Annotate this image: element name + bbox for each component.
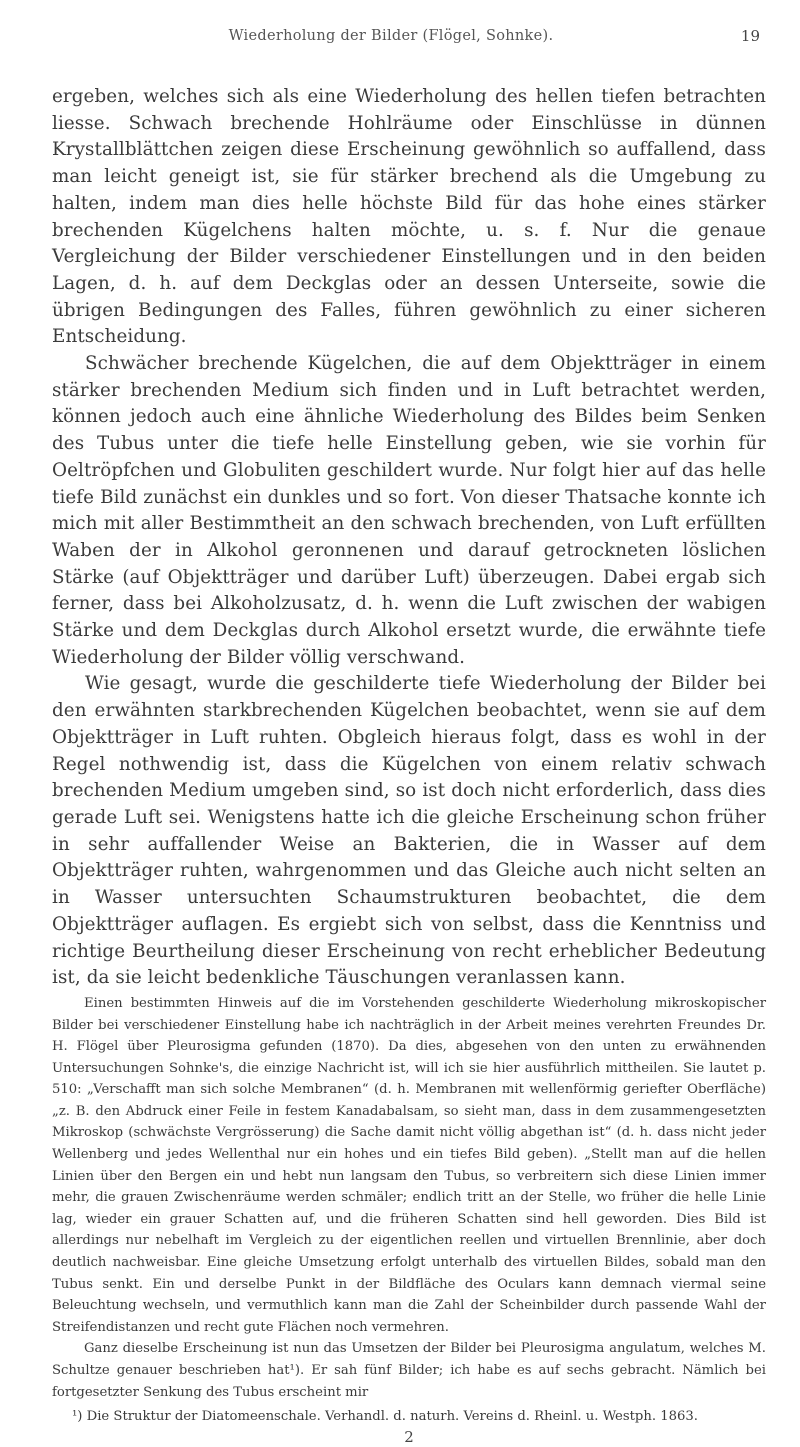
- running-head: Wiederholung der Bilder (Flögel, Sohnke).: [228, 28, 554, 44]
- page-header: [52, 0, 766, 58]
- small-paragraph: Ganz dieselbe Erscheinung ist nun das Umsetzen der Bilder bei Pleurosigma angulatum, welches M. Schultze genauer beschrieben hat¹). Er sah fünf Bilder; ich habe es auf sechs gebracht. Nämlich bei fortgesetzter Senkung des Tubus erscheint mir: [52, 1341, 766, 1400]
- small-paragraph: Einen bestimmten Hinweis auf die im Vorstehenden geschilderte Wiederholung mikroskopischer Bilder bei verschiedener Einstellung habe ich nachträglich in der Arbeit meines verehrten Freundes Dr. H. Flögel über Pleurosigma gefunden (1870). Da dies, abgesehen von den unten zu erwähnenden Untersuchungen Sohnke's, die einzige Nachricht ist, will ich sie hier ausführlich mittheilen. Sie lautet p. 510: „Verschafft man sich solche Membranen“ (d. h. Membranen mit wellenförmig geriefter Oberfläche) „z. B. den Abdruck einer Feile in festem Kanadabalsam, so sieht man, dass in dem zusammengesetzten Mikroskop (schwächste Vergrösserung) die Sache damit nicht völlig abgethan ist“ (d. h. dass nicht jeder Wellenberg und jedes Wellenthal nur ein hohes und ein tiefes Bild geben). „Stellt man auf die hellen Linien über den Bergen ein und hebt nun langsam den Tubus, so verbreitern sich diese Linien immer mehr, die grauen Zwischenräume werden schmäler; endlich tritt an der Stelle, wo früher die helle Linie lag, wieder ein grauer Schatten auf, und die früheren Schatten sind hell geworden. Dies Bild ist allerdings nur nebelhaft im Vergleich zu der eigentlichen reellen und virtuellen Brennlinie, aber doch deutlich nachweisbar. Eine gleiche Umsetzung erfolgt unterhalb des virtuellen Bildes, sobald man den Tubus senkt. Ein und derselbe Punkt in der Bildfläche des Oculars kann demnach viermal seine Beleuchtung wechseln, und vermuthlich kann man die Zahl der Scheinbilder durch passende Wahl der Streifendistanzen und recht gute Flächen noch vermehren.: [52, 995, 766, 1335]
- page-number: 19: [740, 27, 760, 45]
- signature-mark: 2: [404, 1428, 414, 1447]
- book-page: [52, 0, 766, 1447]
- paragraph: Schwächer brechende Kügelchen, die auf dem Objektträger in einem stärker brechenden Medium sich finden und in Luft betrachtet werden, können jedoch auch eine ähnliche Wiederholung des Bildes beim Senken des Tubus unter die tiefe helle Einstellung geben, wie sie vorhin für Oeltröpfchen und Globuliten geschildert wurde. Nur folgt hier auf das helle tiefe Bild zunächst ein dunkles und so fort. Von dieser Thatsache konnte ich mich mit aller Bestimmtheit an den schwach brechenden, von Luft erfüllten Waben der in Alkohol geronnenen und darauf getrockneten löslichen Stärke (auf Objektträger und darüber Luft) überzeugen. Dabei ergab sich ferner, dass bei Alkoholzusatz, d. h. wenn die Luft zwischen der wabigen Stärke und dem Deckglas durch Alkohol ersetzt wurde, die erwähnte tiefe Wiederholung der Bilder völlig verschwand.: [52, 353, 766, 668]
- small-print-section: [52, 993, 766, 1403]
- main-text: [52, 84, 766, 992]
- footnote: ¹) Die Struktur der Diatomeenschale. Verhandl. d. naturh. Vereins d. Rheinl. u. Westph. 1863.: [72, 1409, 699, 1425]
- paragraph: Wie gesagt, wurde die geschilderte tiefe Wiederholung der Bilder bei den erwähnten starkbrechenden Kügelchen beobachtet, wenn sie auf dem Objektträger in Luft ruhten. Obgleich hieraus folgt, dass es wohl in der Regel nothwendig ist, dass die Kügelchen von einem relativ schwach brechenden Medium umgeben sind, so ist doch nicht erforderlich, dass dies gerade Luft sei. Wenigstens hatte ich die gleiche Erscheinung schon früher in sehr auffallender Weise an Bakterien, die in Wasser auf dem Objektträger ruhten, wahrgenommen und das Gleiche auch nicht selten an in Wasser untersuchten Schaumstrukturen beobachtet, die dem Objektträger auflagen. Es ergiebt sich von selbst, dass die Kenntniss und richtige Beurtheilung dieser Erscheinung von recht erheblicher Bedeutung ist, da sie leicht bedenkliche Täuschungen veranlassen kann.: [52, 673, 766, 989]
- paragraph: ergeben, welches sich als eine Wiederholung des hellen tiefen betrachten liesse. Schwach brechende Hohlräume oder Einschlüsse in dünnen Krystallblättchen zeigen diese Erscheinung gewöhnlich so auffallend, dass man leicht geneigt ist, sie für stärker brechend als die Umgebung zu halten, indem man dies helle höchste Bild für das hohe eines stärker brechenden Kügelchens halten möchte, u. s. f. Nur die genaue Vergleichung der Bilder verschiedener Einstellungen und in den beiden Lagen, d. h. auf dem Deckglas oder an dessen Unterseite, sowie die übrigen Bedingungen des Falles, führen gewöhnlich zu einer sicheren Entscheidung.: [52, 86, 766, 348]
